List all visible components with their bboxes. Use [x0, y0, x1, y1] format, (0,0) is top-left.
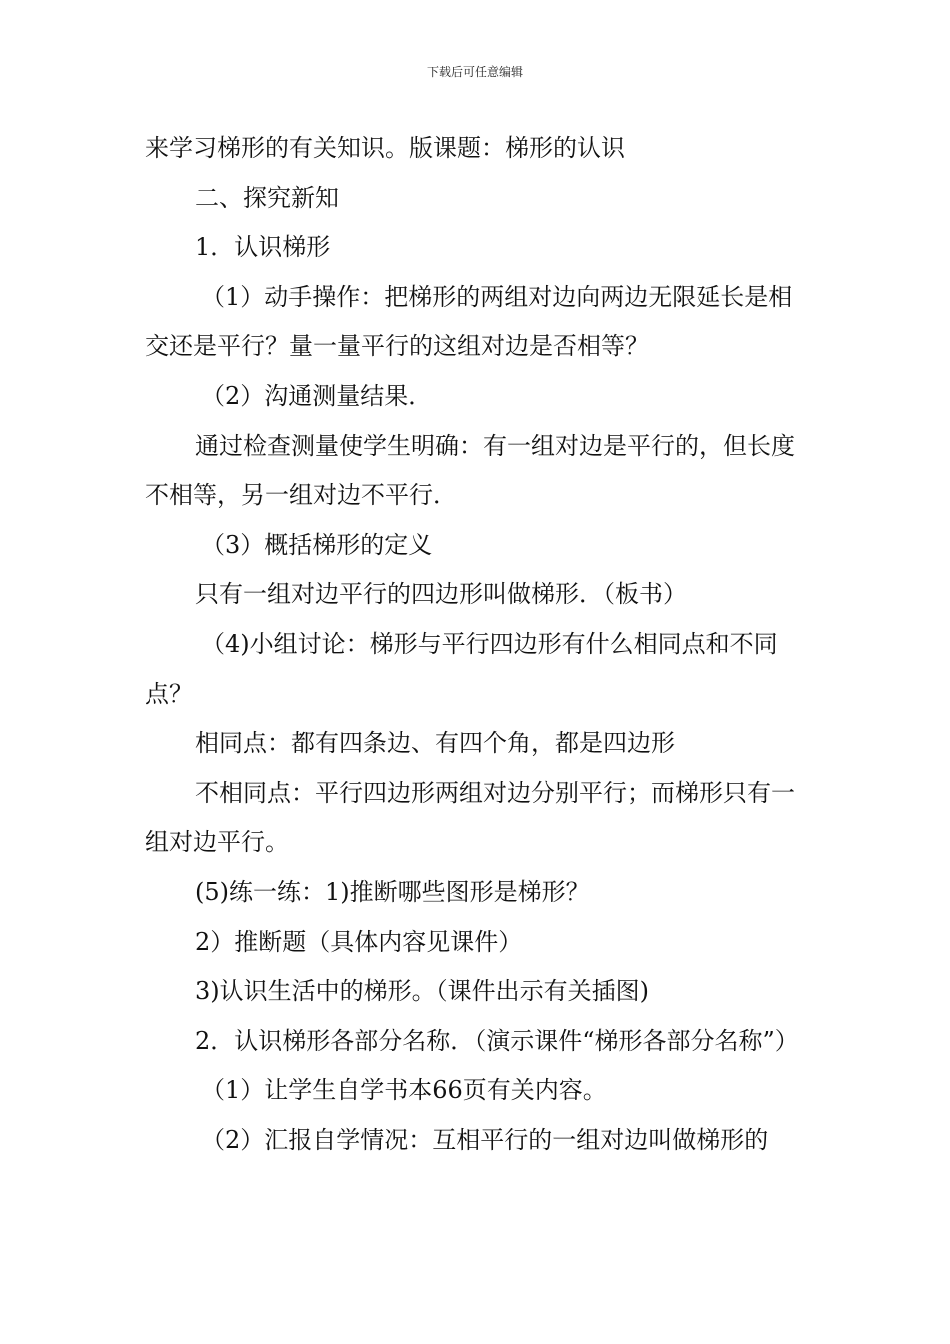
paragraph-intro: 来学习梯形的有关知识。版课题：梯形的认识 [145, 134, 625, 162]
document-body [145, 124, 810, 1165]
paragraph-step-4: （4)小组讨论：梯形与平行四边形有什么相同点和不同点？ [145, 629, 778, 708]
paragraph-practice-3: 3)认识生活中的梯形。（课件出示有关插图) [195, 977, 649, 1006]
paragraph-self-study: （1）让学生自学书本66页有关内容。 [201, 1076, 607, 1105]
paragraph-report: （2）汇报自学情况：互相平行的一组对边叫做梯形的 [201, 1125, 769, 1154]
subsection-heading-2: 2．认识梯形各部分名称．（演示课件“梯形各部分名称”） [195, 1026, 799, 1055]
paragraph-differences: 不相同点：平行四边形两组对边分别平行；而梯形只有一组对边平行。 [145, 778, 795, 857]
paragraph-definition: 只有一组对边平行的四边形叫做梯形．（板书） [195, 580, 687, 609]
paragraph-conclusion: 通过检查测量使学生明确：有一组对边是平行的，但长度不相等，另一组对边不平行． [145, 431, 795, 510]
paragraph-practice-1: (5)练一练：1)推断哪些图形是梯形？ [195, 877, 590, 906]
page-header: 下载后可任意编辑 [426, 65, 523, 79]
paragraph-step-2: （2）沟通测量结果． [201, 381, 433, 410]
section-heading: 二、探究新知 [195, 183, 339, 212]
paragraph-step-3: （3）概括梯形的定义 [201, 530, 433, 559]
subsection-heading: 1．认识梯形 [195, 233, 331, 262]
paragraph-step-1: （1）动手操作：把梯形的两组对边向两边无限延长是相交还是平行？量一量平行的这组对边是否相等？ [145, 282, 793, 361]
paragraph-practice-2: 2）推断题（具体内容见课件） [195, 927, 523, 956]
paragraph-similarities: 相同点：都有四条边、有四个角，都是四边形 [195, 729, 675, 758]
